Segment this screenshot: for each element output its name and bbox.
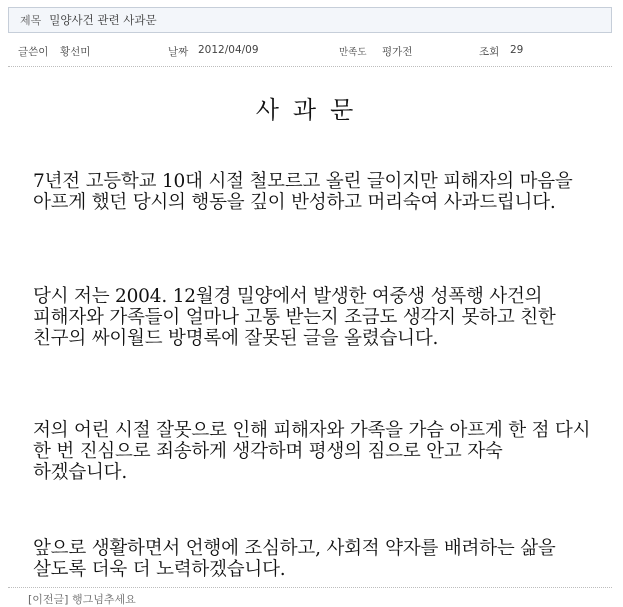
document-heading: 사과문	[255, 96, 368, 124]
rating-label: 만족도	[339, 47, 367, 58]
footer-divider	[8, 587, 612, 588]
post-meta-row	[8, 38, 612, 62]
author-label: 글쓴이	[18, 46, 49, 58]
views-count: 29	[510, 44, 524, 56]
previous-post-link[interactable]: [이전글] 행그넘추세요	[28, 593, 136, 606]
paragraph-4: 앞으로 생활하면서 언행에 조심하고, 사회적 약자를 배려하는 삶을 살도록 더욱 더 노력하겠습니다.	[33, 538, 556, 580]
views-label: 조회	[479, 46, 500, 58]
paragraph-3: 저의 어린 시절 잘못으로 인해 피해자와 가족을 가슴 아프게 한 점 다시 한 번 진심으로 죄송하게 생각하며 평생의 짐으로 안고 자숙 하겠습니다.	[33, 420, 591, 483]
date-label: 날짜	[168, 46, 189, 58]
post-date: 2012/04/09	[198, 44, 259, 56]
title-label: 제목	[20, 14, 42, 27]
post-title-bar	[8, 7, 612, 33]
paragraph-1: 7년전 고등학교 10대 시절 철모르고 올린 글이지만 피해자의 마음을 아프게 했던 당시의 행동을 깊이 반성하고 머리숙여 사과드립니다.	[33, 171, 573, 213]
rating-button[interactable]: 평가전	[382, 46, 413, 58]
author-name[interactable]: 황선미	[60, 46, 91, 58]
post-title: 밀양사건 관련 사과문	[49, 13, 157, 27]
paragraph-2: 당시 저는 2004. 12월경 밀양에서 발생한 여중생 성폭행 사건의 피해자와 가족들이 얼마나 고통 받는지 조금도 생각지 못하고 친한 친구의 싸이월드 방명록에 잘못된 글을 올렸습니다.	[33, 286, 556, 349]
meta-divider	[8, 66, 612, 67]
